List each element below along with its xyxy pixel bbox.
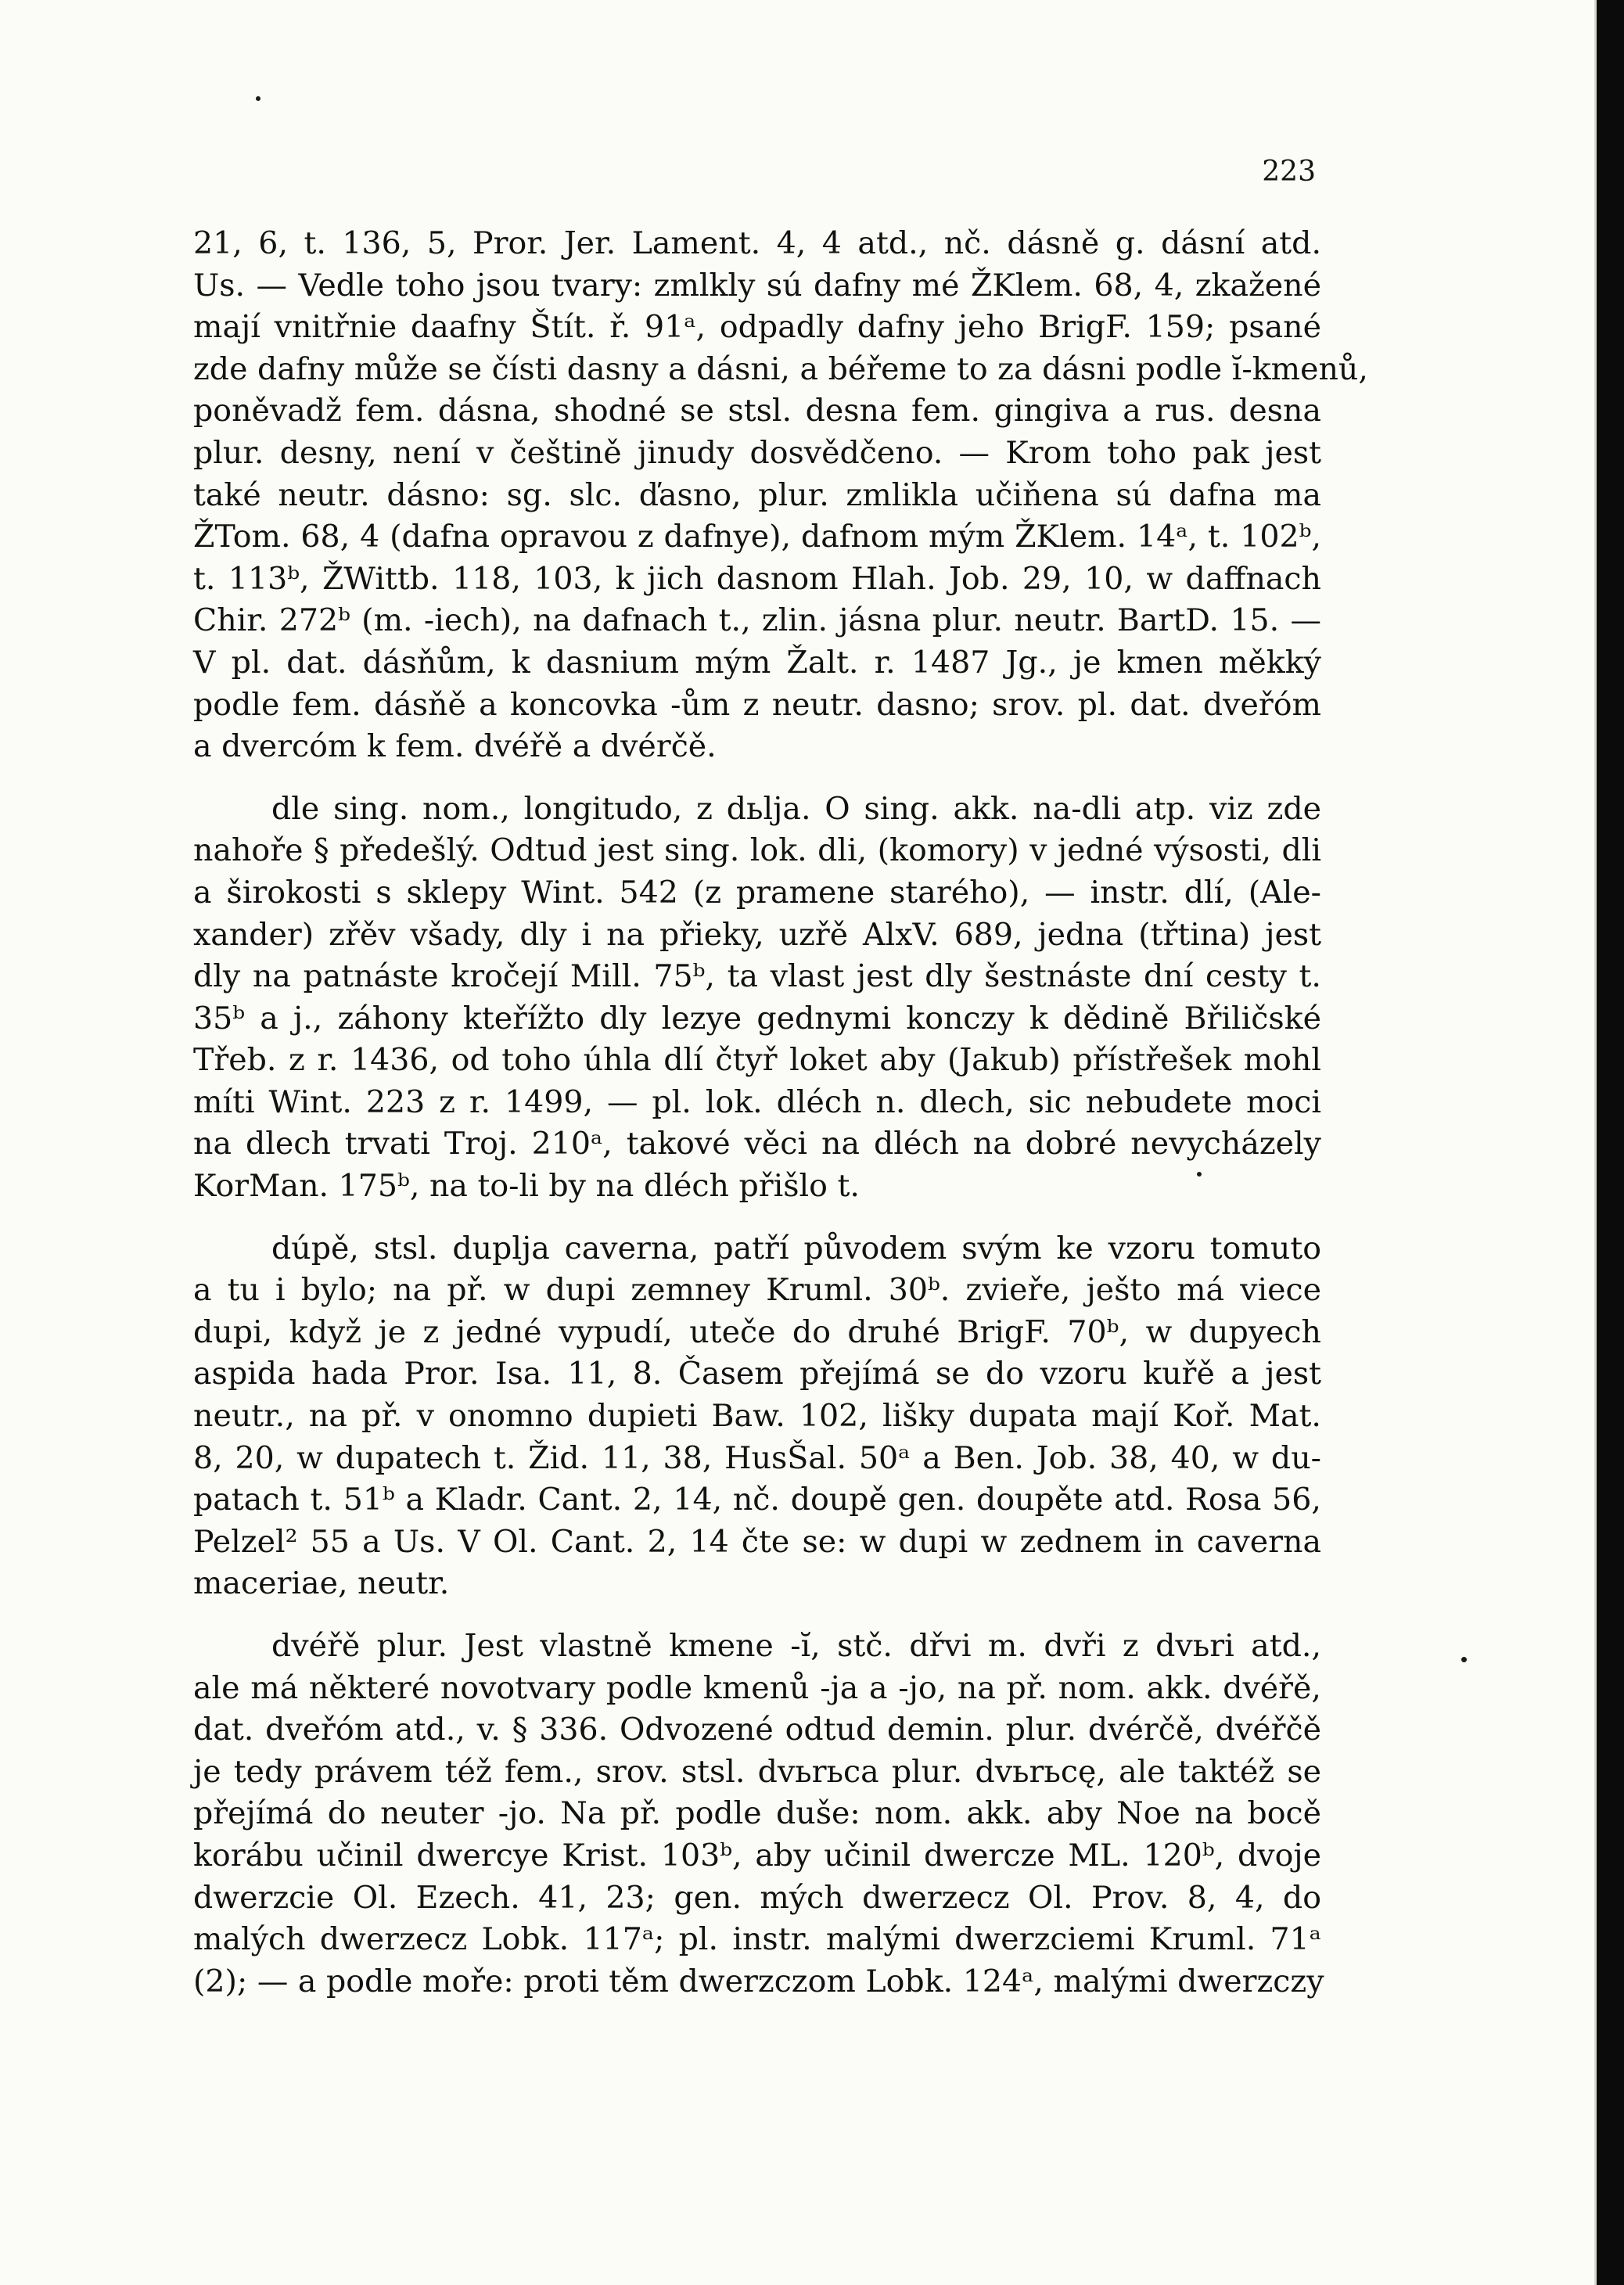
text-line: aspida hada Pror. Isa. 11, 8. Časem přejímá se do vzoru kuřě a jest [193,1356,1321,1392]
text-line: dat. dveřóm atd., v. § 336. Odvozené odtud demin. plur. dvérčě, dvéřčě [193,1712,1321,1748]
text-line: přejímá do neuter -jo. Na př. podle duše: nom. akk. aby Noe na bocě [193,1795,1321,1832]
text-line: malých dwerzecz Lobk. 117ᵃ; pl. instr. malými dwerzciemi Kruml. 71ᵃ [193,1921,1321,1958]
text-line: maceriae, neutr. [193,1565,450,1602]
text-line: xander) zřěv všady, dly i na přieky, uzřě AlxV. 689, jedna (třtina) jest [193,916,1321,953]
text-line: Chir. 272ᵇ (m. -iech), na dafnach t., zlin. jásna plur. neutr. BartD. 15. — [193,602,1321,639]
text-line: je tedy právem též fem., srov. stsl. dvьrьca plur. dvьrьcę, ale taktéž se [193,1753,1321,1790]
text-line: také neutr. dásno: sg. slc. ďasno, plur. zmlikla učiňena sú dafna ma [193,476,1321,513]
text-line: 21, 6, t. 136, 5, Pror. Jer. Lament. 4, 4 atd., nč. dásně g. dásní atd. [193,225,1321,261]
text-line: a tu i bylo; na př. w dupi zemney Kruml. 30ᵇ. zvieře, ješto má viece [193,1272,1321,1309]
text-line: dúpě, stsl. duplja caverna, patří původem svým ke vzoru tomuto [271,1230,1321,1266]
text-line: dle sing. nom., longitudo, z dьlja. O sing. akk. na-dli atp. viz zde [271,790,1321,827]
text-line: neutr., na př. v onomno dupieti Baw. 102, lišky dupata mají Koř. Mat. [193,1398,1321,1435]
text-line: Us. — Vedle toho jsou tvary: zmlkly sú dafny mé ŽKlem. 68, 4, zkažené [193,267,1321,304]
text-line: míti Wint. 223 z r. 1499, — pl. lok. dléch n. dlech, sic nebudete moci [193,1083,1321,1120]
text-line: nahoře § předešlý. Odtud jest sing. lok. dli, (komory) v jedné výsosti, dli [193,832,1321,869]
text-line: zde dafny může se čísti dasny a dásni, a béřeme to za dásni podle ĭ-kmenů, [193,350,1368,387]
paragraph-dasne-continuation [193,223,1368,768]
text-line: korábu učinil dwercye Krist. 103ᵇ, aby učinil dwercze ML. 120ᵇ, dvoje [193,1837,1321,1874]
text-line: a širokosti s sklepy Wint. 542 (z pramene starého), — instr. dlí, (Ale- [193,874,1321,911]
text-line: dly na patnáste kročejí Mill. 75ᵇ, ta vlast jest dly šestnáste dní cesty t. [193,958,1321,995]
text-line: ŽTom. 68, 4 (dafna opravou z dafnye), dafnom mým ŽKlem. 14ᵃ, t. 102ᵇ, [193,519,1321,555]
text-line: Třeb. z r. 1436, od toho úhla dlí čtyř loket aby (Jakub) přístřešek mohl [193,1042,1321,1079]
text-line: KorMan. 175ᵇ, na to-li by na dléch přišlo t. [193,1168,860,1205]
text-line: podle fem. dásňě a koncovka -ům z neutr. dasno; srov. pl. dat. dveřóm [193,686,1321,723]
text-line: dupi, když je z jedné vypudí, uteče do druhé BrigF. 70ᵇ, w dupyech [193,1313,1321,1350]
body-text [193,223,1368,2003]
text-line: dvéřě plur. Jest vlastně kmene -ĭ, stč. dřvi m. dvři z dvьri atd., [271,1628,1321,1664]
paragraph-dle [193,789,1321,1208]
text-line: (2); — a podle moře: proti těm dwerzczom Lobk. 124ᵃ, malými dwerzczy [193,1963,1324,1999]
text-line: plur. desny, není v češtině jinudy dosvědčeno. — Krom toho pak jest [193,434,1321,471]
text-line: mají vnitřnie daafny Štít. ř. 91ᵃ, odpadly dafny jeho BrigF. 159; psané [193,309,1321,346]
paragraph-dupe [193,1228,1321,1605]
text-line: t. 113ᵇ, ŽWittb. 118, 103, k jich dasnom Hlah. Job. 29, 10, w daffnach [193,560,1321,597]
text-line: poněvadž fem. dásna, shodné se stsl. desna fem. gingiva a rus. desna [193,393,1321,429]
text-line: ale má některé novotvary podle kmenů -ja a -jo, na př. nom. akk. dvéřě, [193,1669,1321,1706]
stray-dot [256,96,260,101]
text-line: a dvercóm k fem. dvéřě a dvérčě. [193,728,717,765]
text-line: 8, 20, w dupatech t. Žid. 11, 38, HusŠal. 50ᵃ a Ben. Job. 38, 40, w du- [193,1439,1321,1476]
text-line: V pl. dat. dásňům, k dasnium mým Žalt. r. 1487 Jg., je kmen měkký [193,644,1321,681]
page-number: 223 [1262,156,1316,188]
text-line: Pelzel² 55 a Us. V Ol. Cant. 2, 14 čte se: w dupi w zednem in caverna [193,1523,1321,1560]
text-line: 35ᵇ a j., záhony kteřížto dly lezye gednymi konczy k dědině Břiličské [193,1000,1321,1037]
text-line: dwerzcie Ol. Ezech. 41, 23; gen. mých dwerzecz Ol. Prov. 8, 4, do [193,1879,1321,1916]
paragraph-dvere [193,1626,1324,2003]
stray-dot [1461,1657,1467,1662]
stray-dot [1197,1172,1202,1177]
text-line: patach t. 51ᵇ a Kladr. Cant. 2, 14, nč. doupě gen. doupěte atd. Rosa 56, [193,1482,1321,1518]
text-line: na dlech trvati Troj. 210ᵃ, takové věci na dléch na dobré nevycházely [193,1126,1321,1162]
